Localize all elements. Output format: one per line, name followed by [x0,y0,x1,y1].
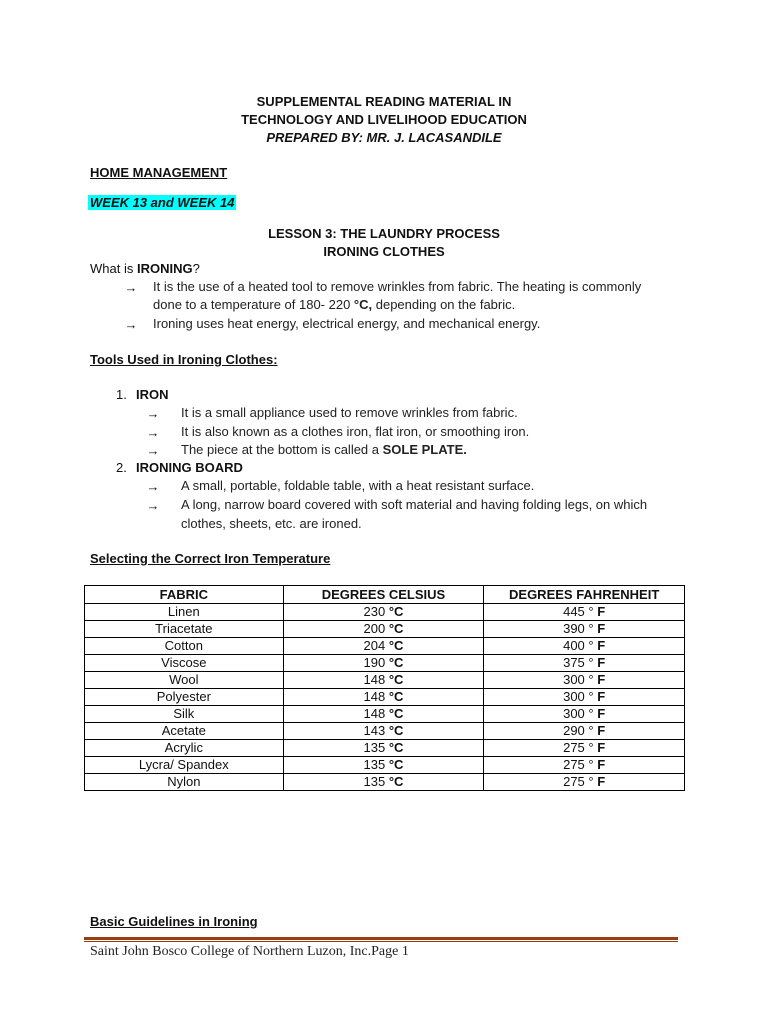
fabric-cell: Cotton [85,638,284,655]
fahrenheit-unit: F [597,706,606,721]
what-is-suffix: ? [192,261,200,276]
celsius-unit: °C [388,604,404,619]
footer-rule [84,937,678,940]
arrow-icon: → [146,425,160,440]
fabric-cell: Linen [85,604,284,621]
fahrenheit-unit: F [597,621,606,636]
celsius-value: 135 [363,757,389,772]
celsius-unit: °C [388,672,404,687]
week-highlight: WEEK 13 and WEEK 14 [90,195,235,210]
table-row [85,740,685,757]
table-row [85,774,685,791]
celsius-unit: °C [388,621,404,636]
lesson-title: LESSON 3: THE LAUNDRY PROCESS [268,226,500,241]
celsius-unit: °C [388,655,404,670]
celsius-cell [283,740,484,757]
celsius-cell [283,672,484,689]
what-is-prefix: What is [90,261,137,276]
fahrenheit-cell [484,638,685,655]
celsius-cell [283,655,484,672]
celsius-value: 204 [363,638,389,653]
header-line-2: TECHNOLOGY AND LIVELIHOOD EDUCATION [241,112,527,127]
temperature-table [84,585,685,791]
fahrenheit-value: 300 ° [563,672,598,687]
ironing-def-pre: done to a temperature of 180- 220 [153,297,354,312]
fabric-cell: Triacetate [85,621,284,638]
board-point-2-cont: clothes, sheets, etc. are ironed. [181,516,362,531]
what-is-term: IRONING [136,261,193,276]
header-line-1: SUPPLEMENTAL READING MATERIAL IN [256,94,512,109]
what-is-question [90,261,200,276]
table-row [85,757,685,774]
fahrenheit-cell [484,621,685,638]
fahrenheit-unit: F [597,672,606,687]
iron-point-1: It is a small appliance used to remove wrinkles from fabric. [181,405,518,420]
fabric-cell: Lycra/ Spandex [85,757,284,774]
fahrenheit-value: 390 ° [563,621,598,636]
column-header-celsius: DEGREES CELSIUS [283,586,484,604]
fahrenheit-value: 290 ° [563,723,598,738]
fahrenheit-value: 275 ° [563,740,598,755]
tools-heading: Tools Used in Ironing Clothes: [90,352,278,367]
ironing-def-line2 [153,297,515,312]
lesson-subtitle: IRONING CLOTHES [323,244,445,259]
tool-1-number: 1. [116,387,127,402]
celsius-value: 148 [363,672,389,687]
fahrenheit-cell [484,774,685,791]
table-row [85,655,685,672]
fahrenheit-cell [484,655,685,672]
iron-point-3 [181,442,467,457]
arrow-icon: → [146,498,160,513]
fahrenheit-cell [484,723,685,740]
fabric-cell: Silk [85,706,284,723]
table-row [85,672,685,689]
board-point-1: A small, portable, foldable table, with a heat resistant surface. [181,478,535,493]
fahrenheit-cell [484,672,685,689]
arrow-icon: → [146,479,160,494]
iron-point-3-bold: SOLE PLATE. [382,442,467,457]
celsius-cell [283,689,484,706]
fahrenheit-value: 300 ° [563,689,598,704]
temperature-heading: Selecting the Correct Iron Temperature [90,551,331,566]
fabric-cell: Wool [85,672,284,689]
iron-point-3-pre: The piece at the bottom is called a [181,442,383,457]
celsius-cell [283,621,484,638]
fahrenheit-cell [484,740,685,757]
celsius-unit: °C [388,740,404,755]
ironing-def-post: depending on the fabric. [372,297,516,312]
week-label [88,195,236,210]
table-row [85,604,685,621]
celsius-value: 143 [363,723,389,738]
celsius-unit: °C [388,638,404,653]
fahrenheit-cell [484,689,685,706]
celsius-value: 148 [363,706,389,721]
column-header-fahrenheit: DEGREES FAHRENHEIT [484,586,685,604]
table-row [85,723,685,740]
celsius-value: 230 [363,604,389,619]
table-row [85,689,685,706]
fahrenheit-value: 445 ° [563,604,598,619]
fabric-cell: Polyester [85,689,284,706]
fahrenheit-cell [484,706,685,723]
table-row [85,706,685,723]
celsius-value: 135 [363,774,389,789]
celsius-value: 190 [363,655,389,670]
celsius-unit: °C [388,757,404,772]
fahrenheit-unit: F [597,740,606,755]
celsius-cell [283,638,484,655]
fahrenheit-value: 400 ° [563,638,598,653]
tool-1-name: IRON [136,387,169,402]
fabric-cell: Nylon [85,774,284,791]
fahrenheit-value: 375 ° [563,655,598,670]
fabric-cell: Acrylic [85,740,284,757]
fahrenheit-unit: F [597,774,606,789]
fahrenheit-unit: F [597,723,606,738]
celsius-unit: °C [388,689,404,704]
table-row [85,638,685,655]
celsius-unit: °C [388,723,404,738]
celsius-unit: °C [388,706,404,721]
table-row [85,621,685,638]
section-heading: HOME MANAGEMENT [90,165,228,180]
celsius-cell [283,604,484,621]
footer-text: Saint John Bosco College of Northern Luzon, Inc.Page 1 [90,944,409,959]
arrow-icon: → [146,443,160,458]
celsius-cell [283,706,484,723]
ironing-def-unit: °C, [353,297,373,312]
fahrenheit-cell [484,757,685,774]
table-header-row [85,586,685,604]
column-header-fabric: FABRIC [85,586,284,604]
celsius-unit: °C [388,774,404,789]
fahrenheit-unit: F [597,689,606,704]
guidelines-heading: Basic Guidelines in Ironing [90,914,258,929]
celsius-cell [283,774,484,791]
arrow-icon: → [124,317,138,332]
iron-point-2: It is also known as a clothes iron, flat iron, or smoothing iron. [181,424,530,439]
fahrenheit-value: 300 ° [563,706,598,721]
ironing-def-line1: It is the use of a heated tool to remove wrinkles from fabric. The heating is commonly [153,279,642,294]
tool-2-name: IRONING BOARD [136,460,243,475]
celsius-value: 200 [363,621,389,636]
fabric-cell: Viscose [85,655,284,672]
celsius-cell [283,723,484,740]
fahrenheit-unit: F [597,604,606,619]
fabric-cell: Acetate [85,723,284,740]
tool-2-number: 2. [116,460,127,475]
header-line-3: PREPARED BY: MR. J. LACASANDILE [266,130,502,145]
fahrenheit-unit: F [597,638,606,653]
celsius-value: 148 [363,689,389,704]
footer-rule-thin [84,941,678,942]
ironing-energy: Ironing uses heat energy, electrical energy, and mechanical energy. [153,316,541,331]
fahrenheit-unit: F [597,757,606,772]
fahrenheit-cell [484,604,685,621]
arrow-icon: → [124,280,138,295]
fahrenheit-value: 275 ° [563,774,598,789]
fahrenheit-value: 275 ° [563,757,598,772]
celsius-cell [283,757,484,774]
board-point-2: A long, narrow board covered with soft material and having folding legs, on which [181,497,648,512]
arrow-icon: → [146,406,160,421]
celsius-value: 135 [363,740,389,755]
fahrenheit-unit: F [597,655,606,670]
